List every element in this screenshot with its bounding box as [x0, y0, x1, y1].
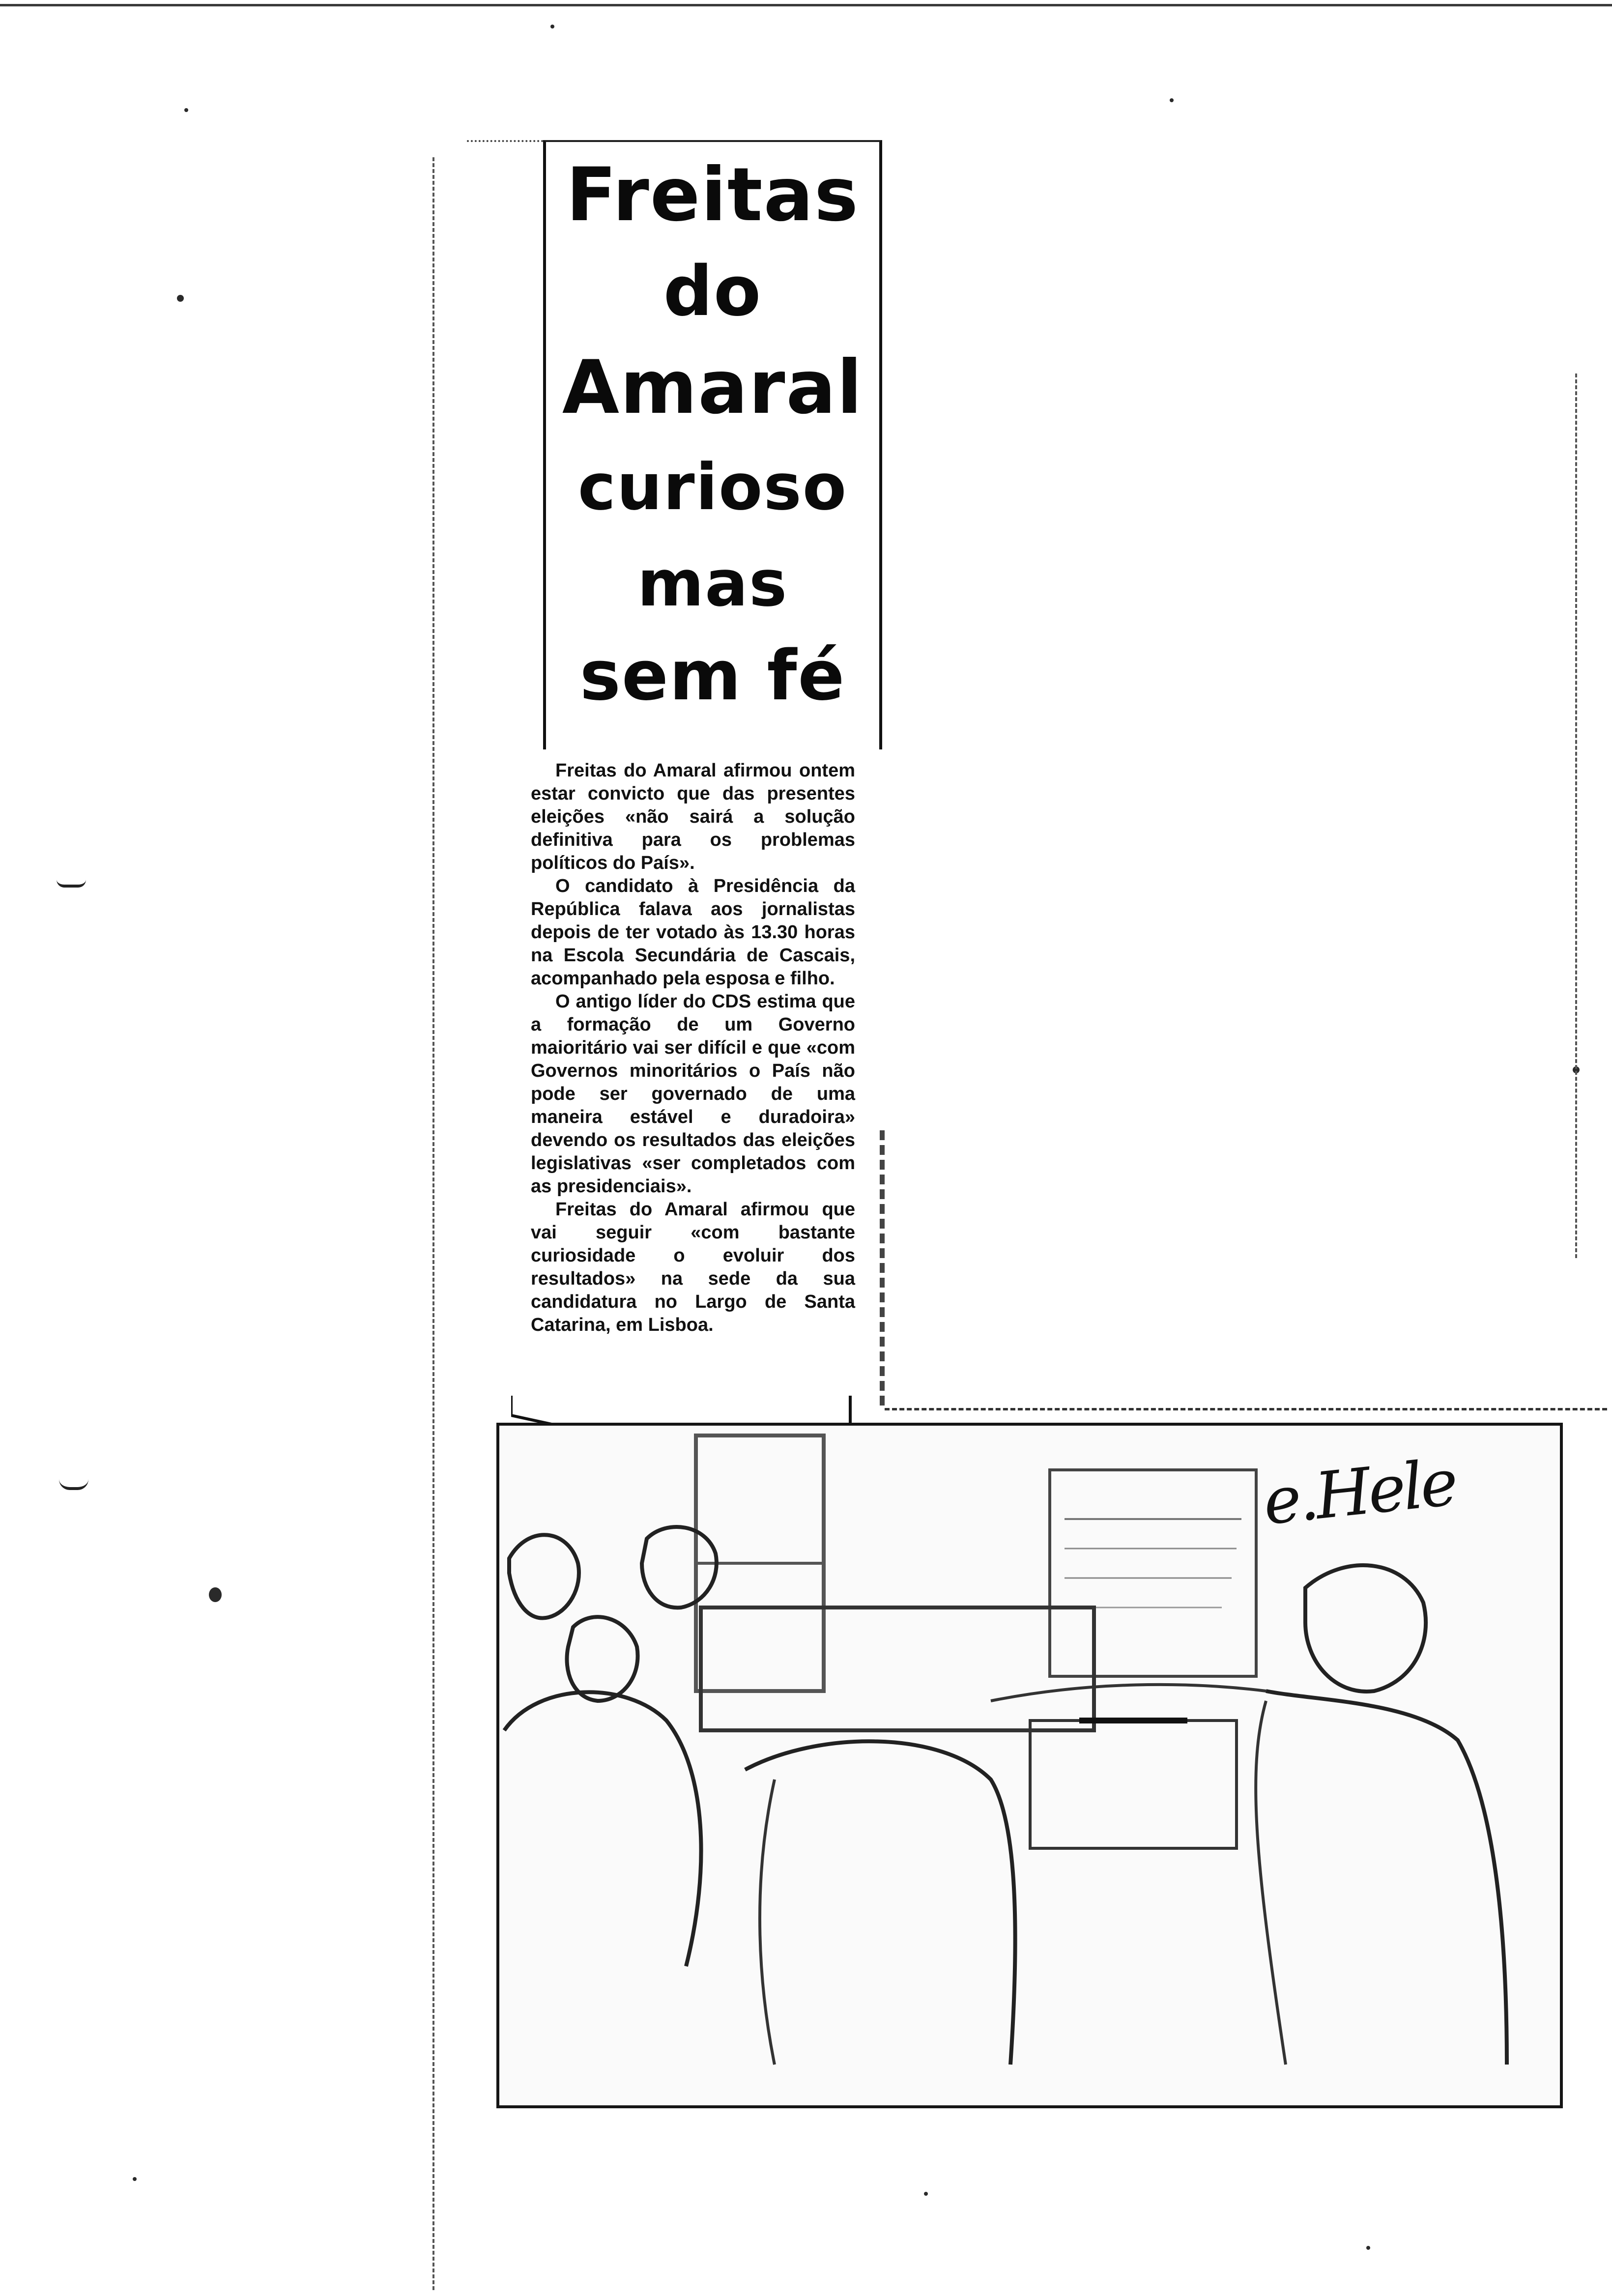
clipping-left-edge	[432, 157, 434, 2290]
headline-line-2: do	[663, 252, 762, 332]
scan-speck	[1170, 98, 1174, 102]
headline-line-3: Amaral	[562, 345, 864, 430]
article-paragraph: Freitas do Amaral afirmou que vai seguir «com bastante curiosidade o evoluir dos resultados» na sede da sua candidatura no Largo de Santa Catarina, em Lisboa.	[531, 1199, 855, 1335]
headline-line-1: Freitas	[566, 152, 860, 238]
scan-speck	[209, 1587, 222, 1602]
headline-line-5: mas	[637, 546, 788, 621]
clipping-right-edge	[1575, 373, 1577, 1258]
scan-speck	[177, 295, 184, 302]
handwritten-signature: e.Hele	[1260, 1444, 1459, 1540]
article-paragraph: O candidato à Presidência da República falava aos jornalistas depois de ter votado às 13.30 horas na Escola Secundária de Cascais, acompanhado pela esposa e filho.	[531, 876, 855, 989]
scan-speck	[59, 1479, 88, 1490]
headline	[546, 147, 880, 716]
press-photo	[496, 1423, 1563, 2108]
page-top-border	[0, 4, 1612, 6]
scan-speck	[57, 880, 86, 888]
article-paragraph: Freitas do Amaral afirmou ontem estar convicto que das presentes eleições «não sairá a solução definitiva para os problemas políticos do País».	[531, 760, 855, 873]
scan-speck	[550, 25, 554, 29]
article-paragraph: O antigo líder do CDS estima que a formação de um Governo maioritário vai ser difícil e que «com Governos minoritários o País não pode ser governado de uma maneira estável e duradoira» devendo os resultados das eleições legislativas «ser completados com as presidenciais».	[531, 991, 855, 1197]
scan-speck	[133, 2177, 137, 2181]
article-body	[531, 759, 855, 1337]
scan-speck	[924, 2192, 928, 2196]
clipping-horizontal-edge	[885, 1408, 1607, 1410]
headline-line-6: sem fé	[579, 636, 846, 716]
press-photo-icon	[499, 1426, 1561, 2106]
scan-speck	[184, 108, 188, 112]
scan-speck	[1366, 2246, 1370, 2250]
headline-line-4: curioso	[577, 450, 848, 524]
clipping-mid-edge	[880, 1130, 885, 1406]
